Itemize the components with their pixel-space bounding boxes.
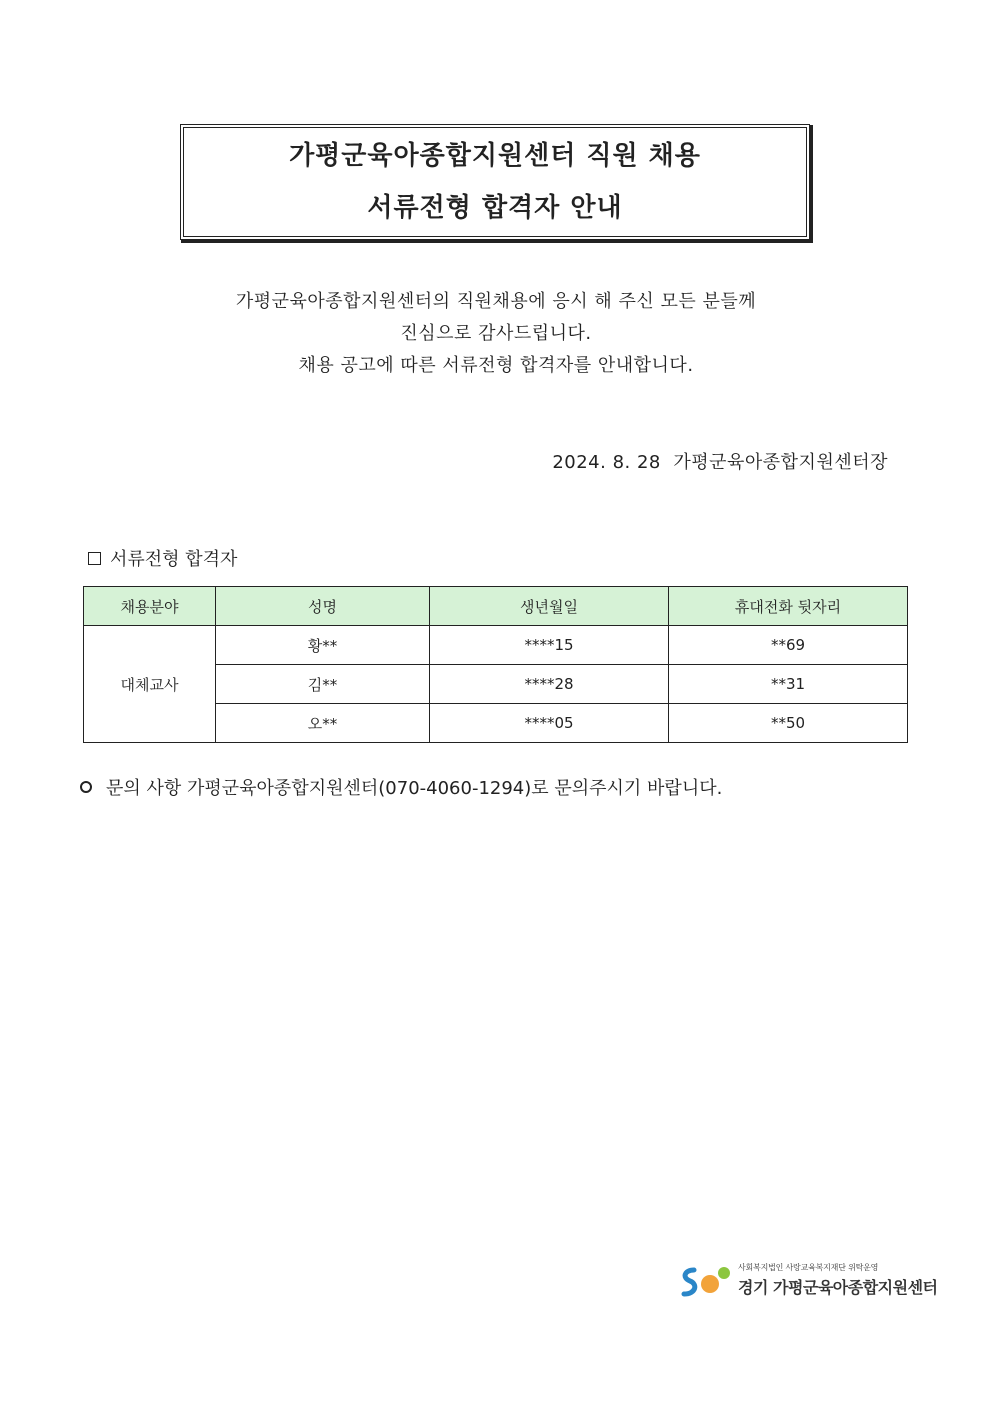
intro-line-3: 채용 공고에 따른 서류전형 합격자를 안내합니다.: [298, 355, 694, 376]
name-cell: 오**: [216, 704, 430, 743]
title-box: [180, 124, 810, 240]
inquiry-text: 문의 사항 가평군육아종합지원센터(070-4060-1294)로 문의주시기 바랍니다.: [106, 778, 723, 799]
header-name: 성명: [216, 587, 430, 626]
name-cell: 황**: [216, 626, 430, 665]
header-phone: 휴대전화 뒷자리: [669, 587, 908, 626]
logo-dot-orange: [701, 1275, 719, 1293]
logo-swoosh-blue: [684, 1270, 695, 1294]
field-cell: 대체교사: [84, 626, 216, 743]
intro-line-2: 진심으로 감사드립니다.: [400, 323, 592, 344]
circle-bullet-icon: [80, 781, 92, 793]
signature: [552, 448, 888, 474]
phone-cell: **31: [669, 665, 908, 704]
inquiry-note: [80, 774, 722, 800]
phone-cell: **69: [669, 626, 908, 665]
birth-cell: ****05: [430, 704, 669, 743]
checkbox-icon: [88, 552, 101, 565]
signature-date: 2024. 8. 28: [552, 452, 661, 473]
table-row: [84, 626, 908, 665]
name-cell: 김**: [216, 665, 430, 704]
intro-text: [96, 286, 896, 382]
header-field: 채용분야: [84, 587, 216, 626]
birth-cell: ****28: [430, 665, 669, 704]
signature-org: 가평군육아종합지원센터장: [673, 452, 888, 473]
section-heading: [88, 545, 237, 571]
title-line-2: 서류전형 합격자 안내: [367, 193, 623, 223]
logo-subtitle: 사회복지법인 사랑교육복지재단 위탁운영: [738, 1263, 879, 1272]
results-table: [83, 586, 908, 743]
header-birth: 생년월일: [430, 587, 669, 626]
section-heading-label: 서류전형 합격자: [110, 549, 238, 570]
phone-cell: **50: [669, 704, 908, 743]
table-header-row: [84, 587, 908, 626]
intro-line-1: 가평군육아종합지원센터의 직원채용에 응시 해 주신 모든 분들께: [235, 291, 757, 312]
logo-mark-icon: [680, 1264, 734, 1298]
title-line-1: 가평군육아종합지원센터 직원 채용: [289, 141, 701, 171]
center-logo: [680, 1262, 942, 1302]
birth-cell: ****15: [430, 626, 669, 665]
logo-name: 경기 가평군육아종합지원센터: [738, 1278, 938, 1297]
logo-dot-green: [718, 1267, 730, 1279]
